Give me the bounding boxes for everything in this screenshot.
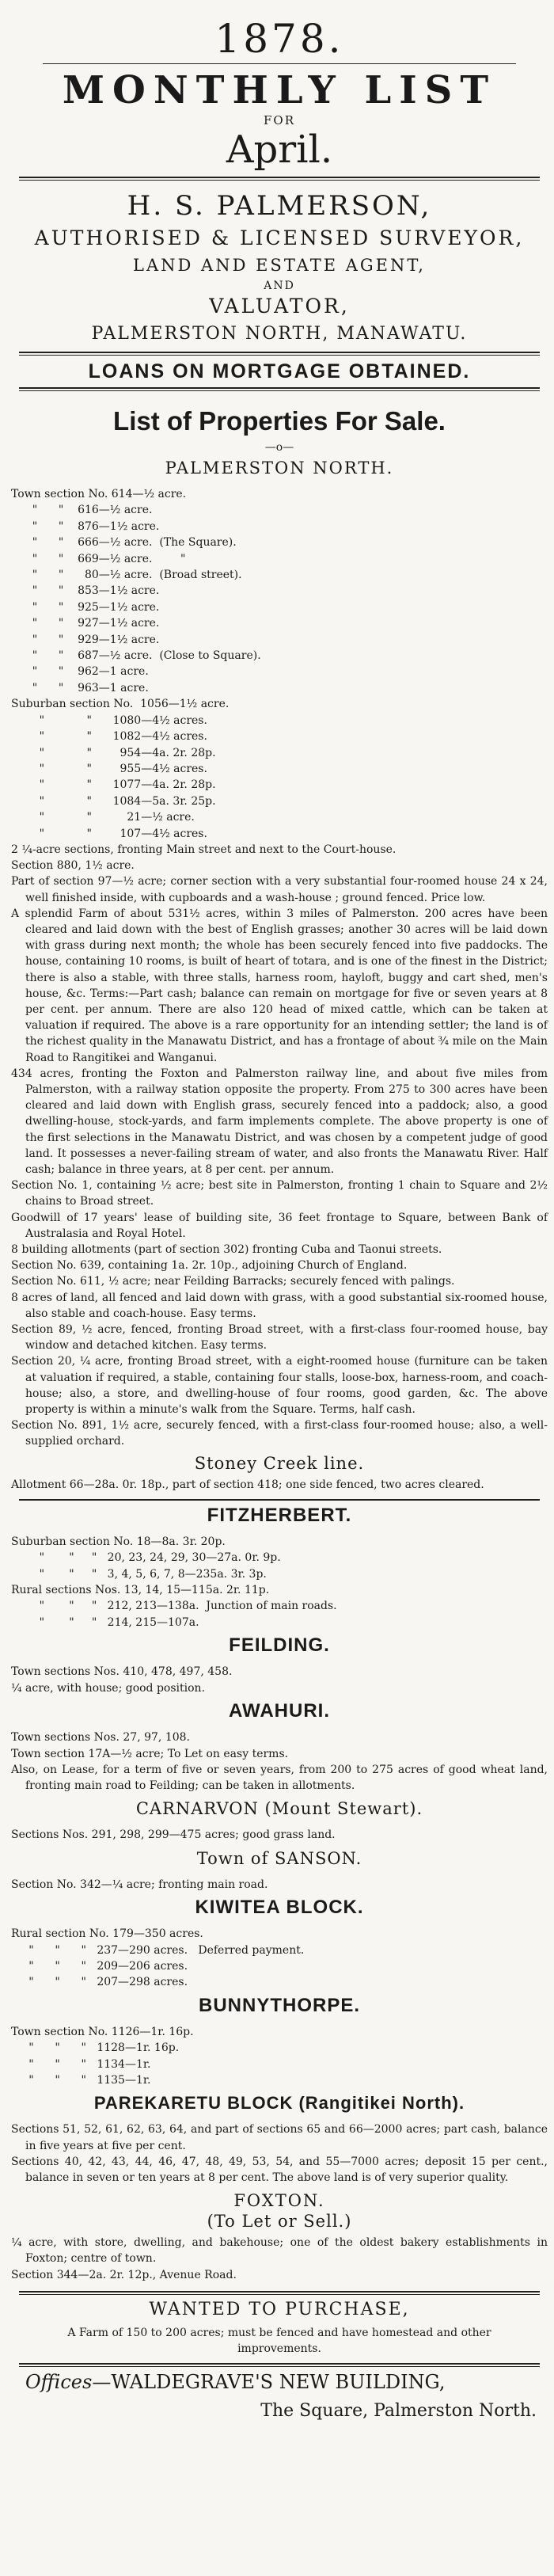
agent-name: H. S. PALMERSON,	[127, 190, 432, 222]
wanted-section	[11, 2295, 548, 2357]
list-item: " " 80—½ acre. (Broad street).	[11, 569, 242, 582]
list-item: Town sections Nos. 27, 97, 108.	[11, 1731, 190, 1745]
section-heading: KIWITEA BLOCK.	[195, 1897, 364, 1919]
year: 1878.	[214, 16, 344, 62]
property-entry: 2 ¼-acre sections, fronting Main street and next to the Court-house.	[11, 843, 397, 856]
section-bunnythorpe	[11, 1994, 548, 2089]
property-entry: Section No. 1, containing ½ acre; best site in Palmerston, fronting 1 chain to Square and 2½ chains to Broad street.	[11, 1179, 548, 1208]
list-item: " " 929—1½ acre.	[11, 633, 160, 646]
list-item: Rural sections Nos. 13, 14, 15—115a. 2r. 11p.	[11, 1584, 270, 1597]
section-heading: Stoney Creek line.	[194, 1453, 365, 1473]
offices-label: Offices	[25, 2371, 93, 2394]
sections-list	[11, 2024, 548, 2089]
section-feilding	[11, 1634, 548, 1696]
credentials-line-1: AUTHORISED & LICENSED SURVEYOR,	[34, 226, 525, 249]
property-entry: 8 acres of land, all fenced and laid down with grass, with a good substantial six-roomed house, also stable and coach-house. Easy terms.	[11, 1291, 548, 1320]
section-awahuri	[11, 1699, 548, 1794]
property-entry: Allotment 66—28a. 0r. 18p., part of section 418; one side fenced, two acres cleared.	[11, 1478, 484, 1491]
property-entry: A splendid Farm of about 531½ acres, within 3 miles of Palmerston. 200 acres have been cleared and laid down with the best of English grasses; another 30 acres will be laid down with grass during next month; the whole has been securely fenced into five paddocks. The house, containing 10 rooms, is built of heart of totara, and is one of the finest in the District; there is also a stable, with three stalls, harness room, hayloft, buggy and cart shed, men's house, &c. Terms:—Part cash; balance can remain on mortgage for five or seven years at 8 per cent. per annum. There are also 120 head of mixed cattle, which can be taken at valuation if required. The above is a rare opportunity for an intending settler; the land is of the richest quality in the Manawatu District, and has a frontage of about ¾ mile on the Main Road to Rangitikei and Wanganui.	[11, 907, 548, 1064]
list-item: " " " 214, 215—107a.	[11, 1615, 199, 1629]
section-heading: CARNARVON (Mount Stewart).	[135, 1799, 423, 1819]
sections-list	[11, 1827, 548, 1843]
list-item: Town section No. 614—½ acre.	[11, 488, 187, 500]
location: PALMERSTON NORTH, MANAWATU.	[91, 324, 468, 344]
offices-line-2: The Square, Palmerston North.	[260, 2401, 537, 2422]
property-entry: Goodwill of 17 years' lease of building site, 36 feet frontage to Square, between Bank of Australasia and Royal Hotel.	[11, 1211, 548, 1240]
property-entry: Sections 40, 42, 43, 44, 46, 47, 48, 49, 53, 54, and 55—7000 acres; deposit 15 per cent., balance in seven or ten years at 8 per cent. The above land is of very superior quality.	[11, 2155, 548, 2184]
sections-list	[11, 1534, 548, 1630]
masthead	[11, 17, 548, 453]
list-title-banner: MONTHLY LIST	[62, 68, 497, 112]
property-entry: 8 building allotments (part of section 302) fronting Cuba and Taonui streets.	[11, 1243, 442, 1257]
sections-list	[11, 1926, 548, 1991]
month: April.	[226, 127, 333, 172]
divider	[19, 1499, 540, 1501]
list-item: " " 1077—4a. 2r. 28p.	[11, 778, 216, 792]
section-heading: AWAHURI.	[229, 1700, 330, 1722]
sections-list	[11, 1664, 548, 1696]
section-heading: BUNNYTHORPE.	[198, 1994, 360, 2016]
section-heading: FEILDING.	[229, 1634, 330, 1657]
list-item: " " " 1135—1r.	[11, 2073, 151, 2087]
list-item: " " 927—1½ acre.	[11, 617, 160, 630]
list-item: " " " 207—298 acres.	[11, 1976, 188, 1989]
property-entry: Section 880, 1½ acre.	[11, 859, 135, 873]
list-item: " " 687—½ acre. (Close to Square).	[11, 649, 261, 663]
property-entry: Section No. 891, 1½ acre, securely fenced, with a first-class four-roomed house; also, a well-supplied orchard.	[11, 1419, 548, 1448]
list-item: " " 616—½ acre.	[11, 504, 153, 517]
list-item: " " 925—1½ acre.	[11, 600, 160, 614]
list-item: " " 1084—5a. 3r. 25p.	[11, 794, 216, 808]
offices-footer	[11, 2367, 548, 2426]
section-sanson	[11, 1847, 548, 1893]
list-item: " " 107—4½ acres.	[11, 827, 207, 840]
section-carnarvon	[11, 1797, 548, 1843]
properties-heading: List of Properties For Sale.	[113, 406, 446, 436]
divider	[19, 387, 540, 391]
list-item: " " 21—½ acre.	[11, 811, 195, 824]
section-subheading: (To Let or Sell.)	[207, 2212, 352, 2232]
list-item: " " 955—4½ acres.	[11, 762, 207, 775]
property-entry: Section No. 639, containing 1a. 2r. 10p., adjoining Church of England.	[11, 1259, 408, 1273]
list-item: ¼ acre, with house; good position.	[11, 1681, 206, 1695]
property-entry: 434 acres, fronting the Foxton and Palmerston railway line, and about five miles from Palmerston, with a railway station opposite the property. From 275 to 300 acres have been cleared and laid down with English grass, securely fenced into a paddock; also, a good dwelling-house, stock-yards, and farm implements complete. The above property is one of the first selections in the Manawatu District, and was chosen by a competent judge of good land. It possesses a never-failing stream of water, and also fronts the Manawatu River. Half cash; balance in three years, at 8 per cent. per annum.	[11, 1067, 548, 1176]
section-parekaretu	[11, 2091, 548, 2186]
property-entry: Also, on Lease, for a term of five or seven years, from 200 to 275 acres of good wheat land, fronting main road to Feilding; can be taken in allotments.	[11, 1763, 548, 1793]
property-entry: ¼ acre, with store, dwelling, and bakehouse; one of the oldest bakery establishments in Foxton; centre of town.	[11, 2236, 548, 2266]
list-item: Section 344—2a. 2r. 12p., Avenue Road.	[11, 2268, 237, 2281]
list-item: " " " 1128—1r. 16p.	[11, 2041, 180, 2055]
list-item: Suburban section No. 1056—1½ acre.	[11, 698, 230, 711]
wanted-text: A Farm of 150 to 200 acres; must be fenced and have homestead and other improvements.	[67, 2327, 491, 2356]
list-item: " " 1080—4½ acres.	[11, 713, 207, 727]
suburban-sections-list	[11, 696, 548, 842]
list-item: Town section No. 1126—1r. 16p.	[11, 2025, 194, 2038]
list-item: " " 962—1 acre.	[11, 665, 149, 679]
offices-line-1	[11, 2367, 548, 2397]
sections-list	[11, 1729, 548, 1762]
section-foxton	[11, 2190, 548, 2283]
list-item: " " 954—4a. 2r. 28p.	[11, 746, 216, 759]
property-entry: Part of section 97—½ acre; corner section with a very substantial four-roomed house 24 x 24, well finished inside, with cupboards and a wash-house ; ground fenced. Price low.	[11, 875, 548, 904]
list-item: " " " 3, 4, 5, 6, 7, 8—235a. 3r. 3p.	[11, 1567, 267, 1581]
list-item: " " " 1134—1r.	[11, 2057, 151, 2071]
loans-banner: LOANS ON MORTGAGE OBTAINED.	[88, 360, 471, 382]
list-item: Town sections Nos. 410, 478, 497, 458.	[11, 1665, 233, 1679]
list-item: Rural section No. 179—350 acres.	[11, 1927, 203, 1941]
section-palmerston	[11, 456, 548, 1450]
list-item: " " 669—½ acre. "	[11, 552, 186, 565]
property-entry: Section No. 611, ½ acre; near Feilding Barracks; securely fenced with palings.	[11, 1275, 455, 1288]
divider	[19, 177, 540, 181]
list-item: " " " 20, 23, 24, 29, 30—27a. 0r. 9p.	[11, 1551, 281, 1565]
ornament: —o—	[264, 441, 294, 454]
list-item: " " 876—1½ acre.	[11, 519, 160, 533]
list-item: " " " 209—206 acres.	[11, 1959, 188, 1973]
list-item: " " 666—½ acre. (The Square).	[11, 536, 237, 550]
credentials-line-3: VALUATOR,	[209, 295, 350, 318]
section-heading: Town of SANSON.	[196, 1848, 362, 1868]
credentials-line-2: LAND AND ESTATE AGENT,	[133, 256, 426, 275]
list-item: " " 853—1½ acre.	[11, 584, 160, 598]
property-descriptions	[11, 842, 548, 1450]
sections-list	[11, 1877, 548, 1893]
section-heading: PALMERSTON NORTH.	[165, 459, 394, 478]
section-kiwitea	[11, 1896, 548, 1991]
property-entry: Section 20, ¼ acre, fronting Broad street, with a eight-roomed house (furniture can be taken at valuation if required, a stable, containing four stalls, loose-box, harness-room, and coach-house; also, a store, and dwelling-house of four rooms, good garden, &c. The above property is within a minute's walk from the Square. Terms, half cash.	[11, 1355, 548, 1417]
section-heading: PAREKARETU BLOCK (Rangitikei North).	[93, 2093, 465, 2114]
for-label: FOR	[264, 113, 295, 127]
sections-list	[11, 2267, 548, 2283]
section-fitzherbert	[11, 1504, 548, 1630]
list-item: Sections Nos. 291, 298, 299—475 acres; good grass land.	[11, 1828, 336, 1842]
divider	[43, 63, 516, 64]
and-label: AND	[264, 280, 295, 292]
list-item: " " 1082—4½ acres.	[11, 730, 207, 744]
offices-address: —WALDEGRAVE'S NEW BUILDING,	[92, 2371, 446, 2394]
section-stoney-creek	[11, 1452, 548, 1493]
list-item: Town section 17A—½ acre; To Let on easy terms.	[11, 1747, 289, 1760]
list-item: Suburban section No. 18—8a. 3r. 20p.	[11, 1535, 226, 1548]
list-item: " " 963—1 acre.	[11, 681, 149, 694]
section-heading: FITZHERBERT.	[207, 1504, 352, 1526]
town-sections-list	[11, 486, 548, 696]
wanted-heading: WANTED TO PURCHASE,	[149, 2300, 410, 2320]
section-heading: FOXTON.	[233, 2191, 325, 2211]
list-item: " " " 212, 213—138a. Junction of main roads.	[11, 1600, 337, 1613]
property-entry: Sections 51, 52, 61, 62, 63, 64, and part of sections 65 and 66—2000 acres; part cash, balance in five years at five per cent.	[11, 2123, 548, 2152]
property-entry: Section 89, ½ acre, fenced, fronting Broad street, with a first-class four-roomed house, bay window and detached kitchen. Easy terms.	[11, 1323, 548, 1353]
list-item: Section No. 342—¼ acre; fronting main road.	[11, 1878, 268, 1891]
list-item: " " " 237—290 acres. Deferred payment.	[11, 1943, 305, 1957]
